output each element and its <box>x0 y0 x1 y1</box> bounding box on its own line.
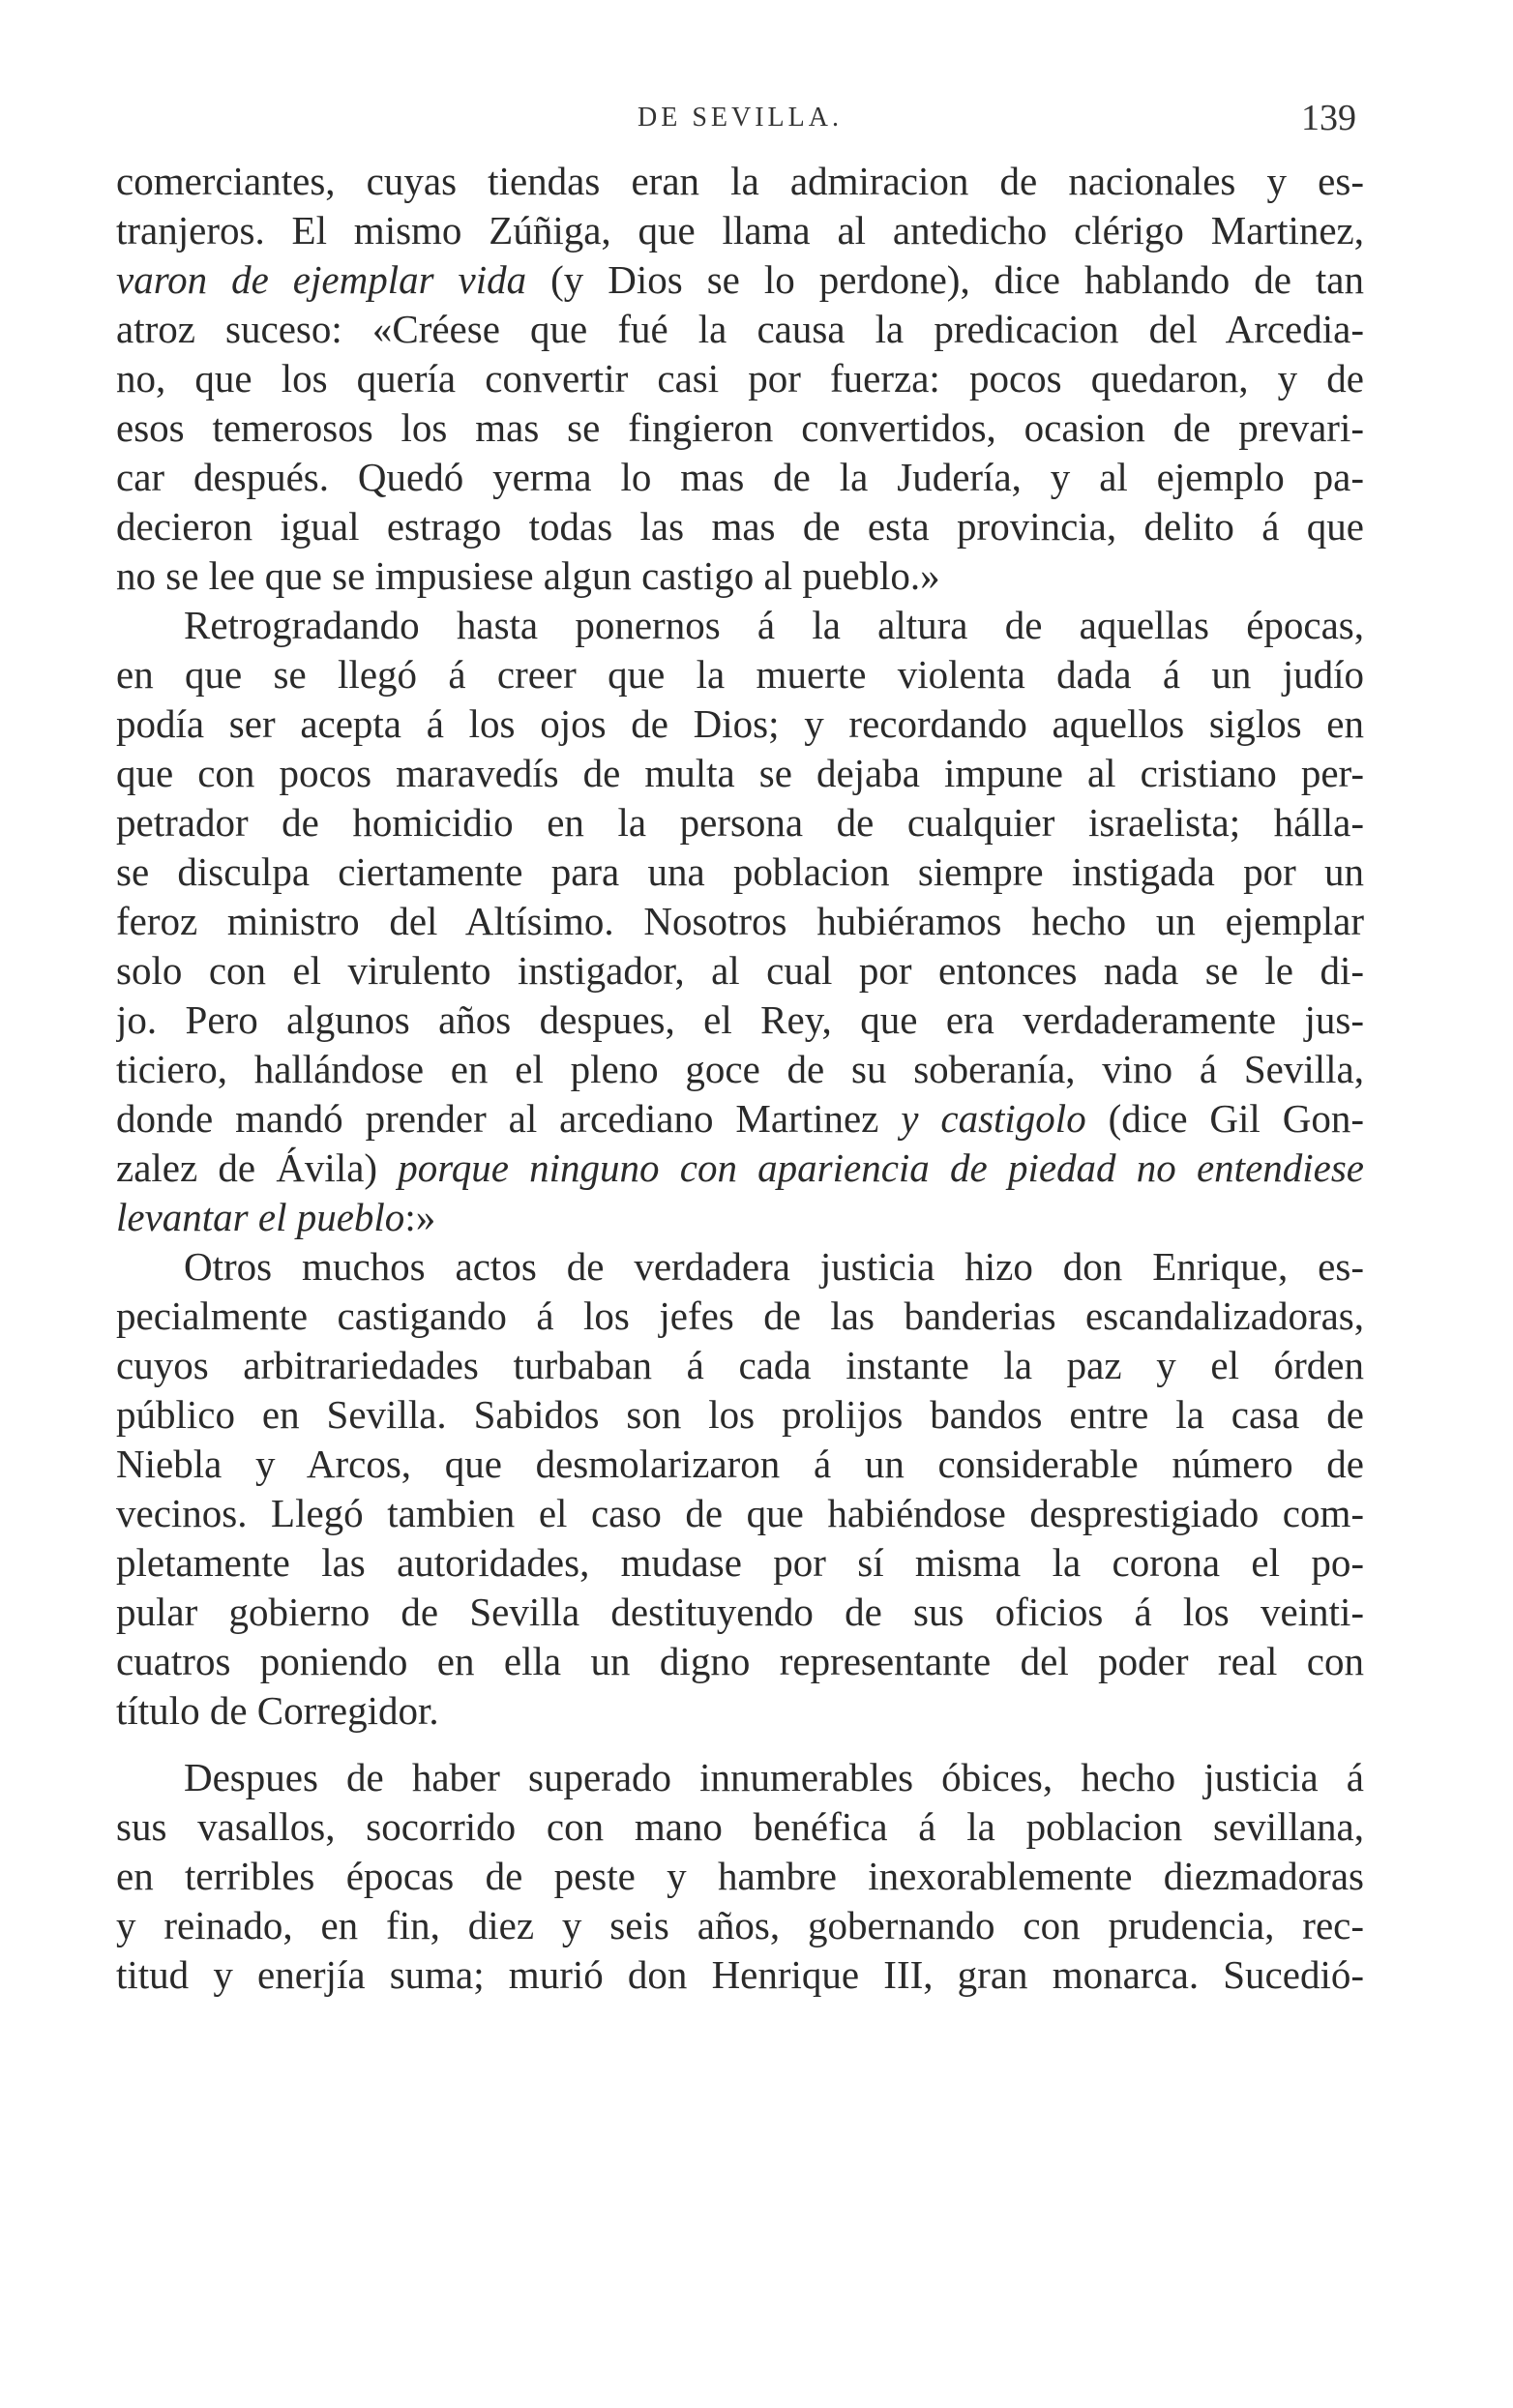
text-line: y reinado, en fin, diez y seis años, gobernando con prudencia, rec- <box>116 1903 1364 1947</box>
text-line: Otros muchos actos de verdadera justicia hizo don Enrique, es- <box>184 1244 1364 1289</box>
text-line: en que se llegó á creer que la muerte violenta dada á un judío <box>116 652 1364 697</box>
italic-phrase: levantar el pueblo <box>116 1195 405 1239</box>
text-line: Retrogradando hasta ponernos á la altura de aquellas épocas, <box>184 603 1364 647</box>
text-line: título de Corregidor. <box>116 1688 439 1733</box>
text-run: (dice Gil Gon- <box>1085 1096 1364 1141</box>
text-line: público en Sevilla. Sabidos son los prolijos bandos entre la casa de <box>116 1392 1364 1437</box>
text-line: cuatros poniendo en ella un digno representante del poder real con <box>116 1639 1364 1683</box>
italic-phrase: y castigolo <box>901 1096 1086 1141</box>
text-line: que con pocos maravedís de multa se dejaba impune al cristiano per- <box>116 751 1364 795</box>
body-text <box>116 157 1364 2000</box>
text-line: no, que los quería convertir casi por fuerza: pocos quedaron, y de <box>116 356 1364 401</box>
text-line: car después. Quedó yerma lo mas de la Judería, y al ejemplo pa- <box>116 455 1364 499</box>
text-run: zalez de Ávila) <box>116 1145 399 1190</box>
text-line: titud y enerjía suma; murió don Henrique III, gran monarca. Sucedió- <box>116 1952 1364 1997</box>
text-line: pular gobierno de Sevilla destituyendo de sus oficios á los veinti- <box>116 1590 1364 1634</box>
italic-phrase: porque ninguno con apariencia de piedad no entendiese <box>398 1145 1364 1190</box>
text-line: jo. Pero algunos años despues, el Rey, que era verdaderamente jus- <box>116 997 1364 1042</box>
paragraph-gap <box>116 1736 1364 1753</box>
text-line: pletamente las autoridades, mudase por sí misma la corona el po- <box>116 1540 1364 1585</box>
paragraph-3 <box>116 1242 1364 1736</box>
text-line: solo con el virulento instigador, al cual por entonces nada se le di- <box>116 948 1364 993</box>
paragraph-4 <box>116 1753 1364 2000</box>
text-line: esos temerosos los mas se fingieron convertidos, ocasion de prevari- <box>116 405 1364 450</box>
text-line: sus vasallos, socorrido con mano benéfica á la poblacion sevillana, <box>116 1804 1364 1849</box>
text-line: cuyos arbitrariedades turbaban á cada instante la paz y el órden <box>116 1343 1364 1387</box>
text-run: (y Dios se lo perdone), dice hablando de tan <box>526 257 1364 302</box>
text-run: donde mandó prender al arcediano Martinez <box>116 1096 902 1141</box>
text-line <box>116 1144 1364 1193</box>
italic-phrase: varon de ejemplar vida <box>116 257 527 302</box>
text-run: :» <box>404 1195 436 1239</box>
text-line: atroz suceso: «Créese que fué la causa la predicacion del Arcedia- <box>116 307 1364 351</box>
text-line: decieron igual estrago todas las mas de esta provincia, delito á que <box>116 504 1364 549</box>
paragraph-2 <box>116 601 1364 1242</box>
text-line: feroz ministro del Altísimo. Nosotros hubiéramos hecho un ejemplar <box>116 899 1364 943</box>
text-line: Despues de haber superado innumerables óbices, hecho justicia á <box>184 1755 1364 1799</box>
text-line <box>116 1094 1364 1144</box>
text-line: comerciantes, cuyas tiendas eran la admiracion de nacionales y es- <box>116 159 1364 203</box>
paragraph-1 <box>116 157 1364 601</box>
text-line: petrador de homicidio en la persona de cualquier israelista; hálla- <box>116 800 1364 845</box>
text-line: vecinos. Llegó tambien el caso de que habiéndose desprestigiado com- <box>116 1491 1364 1535</box>
page-header <box>116 98 1364 141</box>
text-line: en terribles épocas de peste y hambre inexorablemente diezmadoras <box>116 1854 1364 1898</box>
running-title: DE SEVILLA. <box>638 103 843 133</box>
text-line: podía ser acepta á los ojos de Dios; y recordando aquellos siglos en <box>116 701 1364 746</box>
text-line: no se lee que se impusiese algun castigo al pueblo.» <box>116 553 940 598</box>
text-line: se disculpa ciertamente para una poblacion siempre instigada por un <box>116 849 1364 894</box>
text-line: ticiero, hallándose en el pleno goce de su soberanía, vino á Sevilla, <box>116 1047 1364 1091</box>
text-line: pecialmente castigando á los jefes de las banderias escandalizadoras, <box>116 1293 1364 1338</box>
text-line <box>116 1193 1364 1242</box>
text-line <box>116 255 1364 305</box>
text-line: Niebla y Arcos, que desmolarizaron á un considerable número de <box>116 1442 1364 1486</box>
page-number: 139 <box>1301 98 1356 138</box>
text-line: tranjeros. El mismo Zúñiga, que llama al antedicho clérigo Martinez, <box>116 208 1364 253</box>
